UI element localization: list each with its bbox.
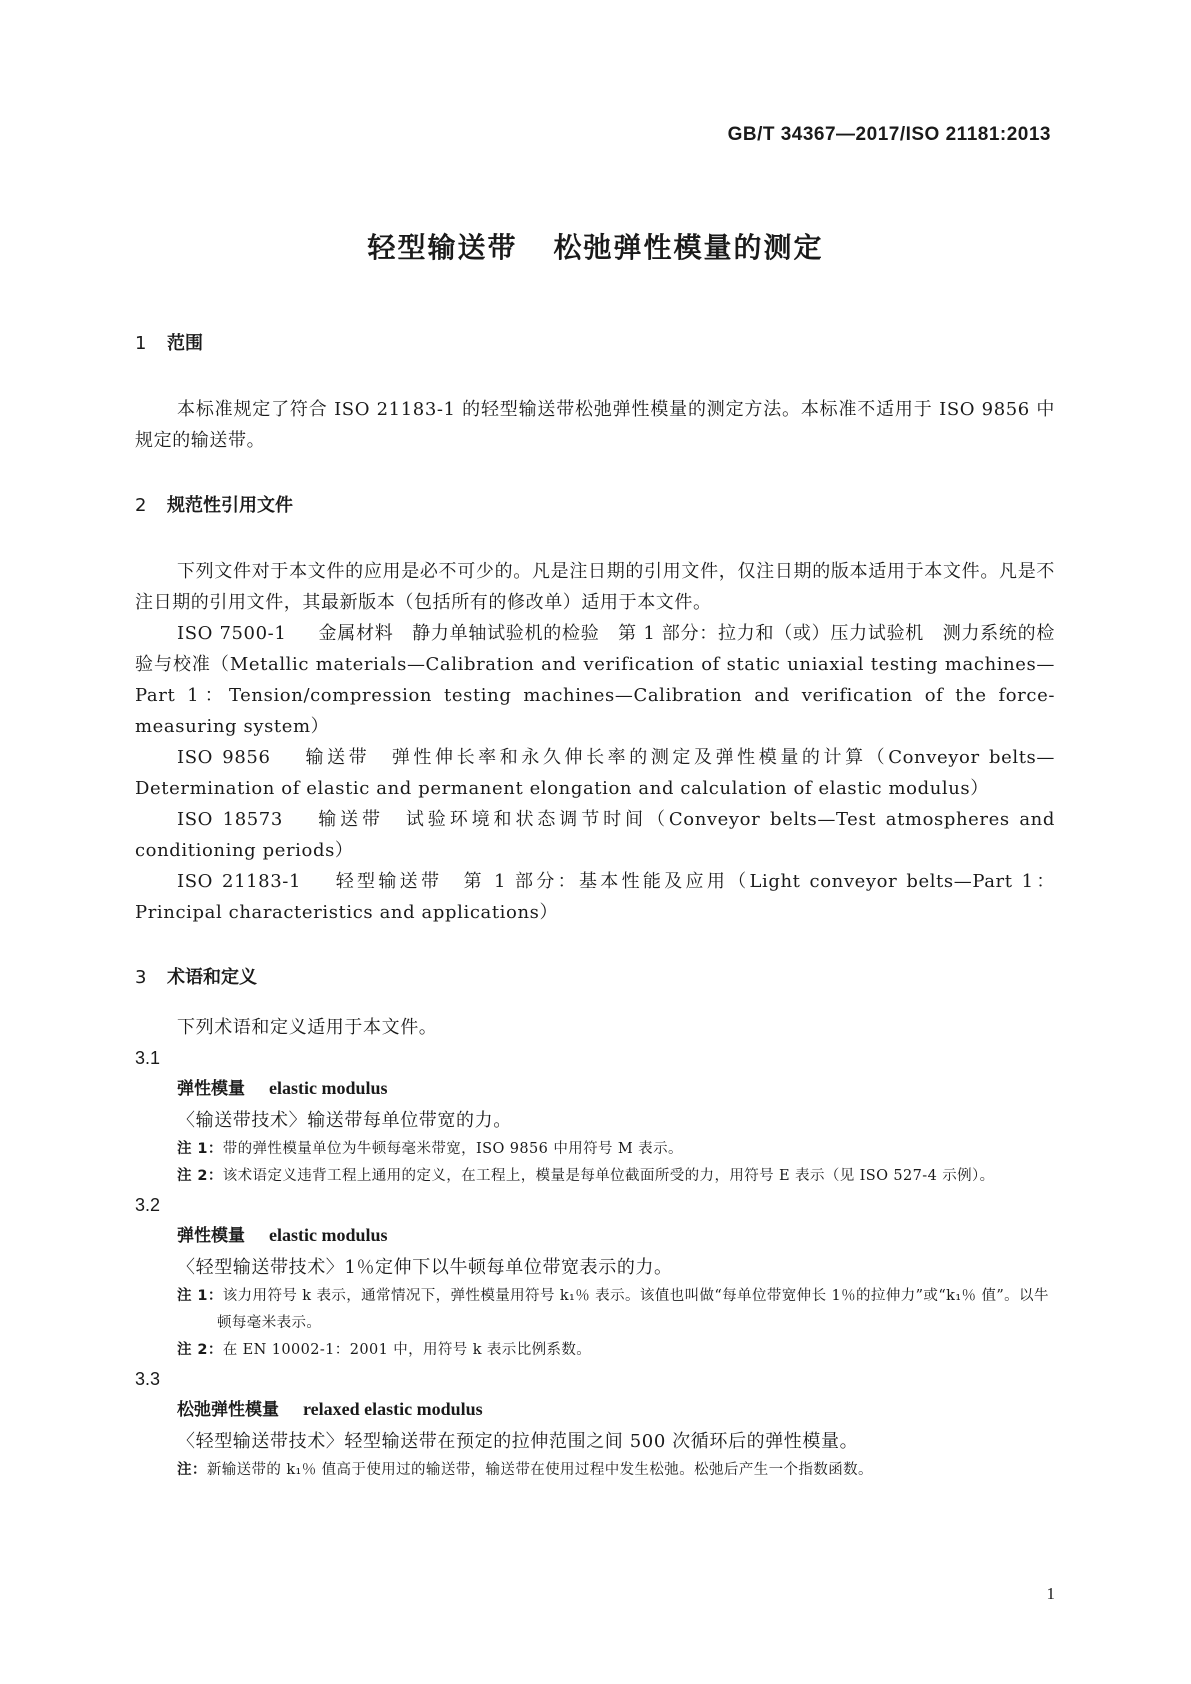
section-number: 3 [135,967,147,988]
reference-item [135,742,1055,804]
term-heading [135,1220,1055,1252]
note-label: 注 2： [177,1342,223,1358]
reference-item [135,866,1055,928]
reference-text: 金属材料 静力单轴试验机的检验 第 1 部分：拉力和（或）压力试验机 测力系统的检验与校准（Metallic materials—Calibration and verification of static uniaxial testing machines—Part 1：Tension/compression testing machines—Calibration and verification of the force-measuring system） [135,623,1055,737]
term-heading [135,1073,1055,1105]
reference-item [135,804,1055,866]
term-zh: 弹性模量 [177,1226,245,1246]
term-number: 3.3 [135,1369,161,1389]
section-3-intro: 下列术语和定义适用于本文件。 [177,1017,438,1038]
note-label: 注 2： [177,1168,223,1184]
note-label: 注 1： [177,1288,223,1304]
title-part-1: 轻型输送带 [367,231,518,264]
note-text: 新输送带的 k₁％ 值高于使用过的输送带，输送带在使用过程中发生松弛。松弛后产生一个指数函数。 [206,1462,873,1478]
term-note [135,1337,1055,1364]
reference-text: 输送带 试验环境和状态调节时间（Conveyor belts—Test atmospheres and conditioning periods） [135,809,1055,861]
note-text: 带的弹性模量单位为牛顿每毫米带宽，ISO 9856 中用符号 M 表示。 [222,1141,683,1157]
term-en: elastic modulus [269,1225,388,1245]
section-number: 2 [135,495,147,516]
term-zh: 弹性模量 [177,1079,245,1099]
reference-item [135,618,1055,742]
section-1-heading [135,330,1055,358]
section-1-paragraph: 本标准规定了符合 ISO 21183-1 的轻型输送带松弛弹性模量的测定方法。本标准不适用于 ISO 9856 中规定的输送带。 [135,399,1055,451]
reference-text: 输送带 弹性伸长率和永久伸长率的测定及弹性模量的计算（Conveyor belts—Determination of elastic and permanent elongation and calculation of elastic modulus） [135,747,1055,799]
section-title: 范围 [167,333,203,354]
term-zh: 松弛弹性模量 [177,1400,279,1420]
term-number: 3.1 [135,1048,161,1068]
term-note [135,1136,1055,1163]
section-title: 规范性引用文件 [167,495,293,516]
document-body [135,330,1055,1484]
reference-code: ISO 21183-1 [177,871,302,892]
reference-code: ISO 9856 [177,747,271,768]
note-label: 注 1： [177,1141,223,1157]
page-number: 1 [1046,1584,1055,1603]
term-note [135,1457,1055,1484]
note-text: 在 EN 10002-1：2001 中，用符号 k 表示比例系数。 [222,1342,592,1358]
term-number: 3.2 [135,1195,161,1215]
section-title: 术语和定义 [167,967,257,988]
section-3-heading [135,964,1055,992]
term-note [135,1163,1055,1190]
reference-code: ISO 18573 [177,809,283,830]
term-definition: 〈轻型输送带技术〉轻型输送带在预定的拉伸范围之间 500 次循环后的弹性模量。 [177,1431,859,1452]
note-label: 注： [177,1462,207,1478]
note-text: 该力用符号 k 表示，通常情况下，弹性模量用符号 k₁％ 表示。该值也叫做“每单位带宽伸长 1％的拉伸力”或“k₁％ 值”。以牛顿每毫米表示。 [217,1288,1049,1331]
reference-code: ISO 7500-1 [177,623,287,644]
term-note [135,1283,1055,1337]
note-text: 该术语定义违背工程上通用的定义，在工程上，模量是每单位截面所受的力，用符号 E 表示（见 ISO 527-4 示例）。 [222,1168,995,1184]
term-en: elastic modulus [269,1078,388,1098]
standard-code: GB/T 34367—2017/ISO 21181:2013 [727,124,1051,145]
document-title [0,226,1191,266]
term-definition: 〈输送带技术〉输送带每单位带宽的力。 [177,1110,512,1131]
reference-text: 轻型输送带 第 1 部分：基本性能及应用（Light conveyor belts—Part 1：Principal characteristics and applications） [135,871,1055,923]
title-part-2: 松弛弹性模量的测定 [553,231,824,264]
term-definition: 〈轻型输送带技术〉1％定伸下以牛顿每单位带宽表示的力。 [177,1257,673,1278]
section-number: 1 [135,333,147,354]
section-2-heading [135,492,1055,520]
term-en: relaxed elastic modulus [303,1399,483,1419]
section-2-intro: 下列文件对于本文件的应用是必不可少的。凡是注日期的引用文件，仅注日期的版本适用于本文件。凡是不注日期的引用文件，其最新版本（包括所有的修改单）适用于本文件。 [135,561,1055,613]
term-heading [135,1394,1055,1426]
